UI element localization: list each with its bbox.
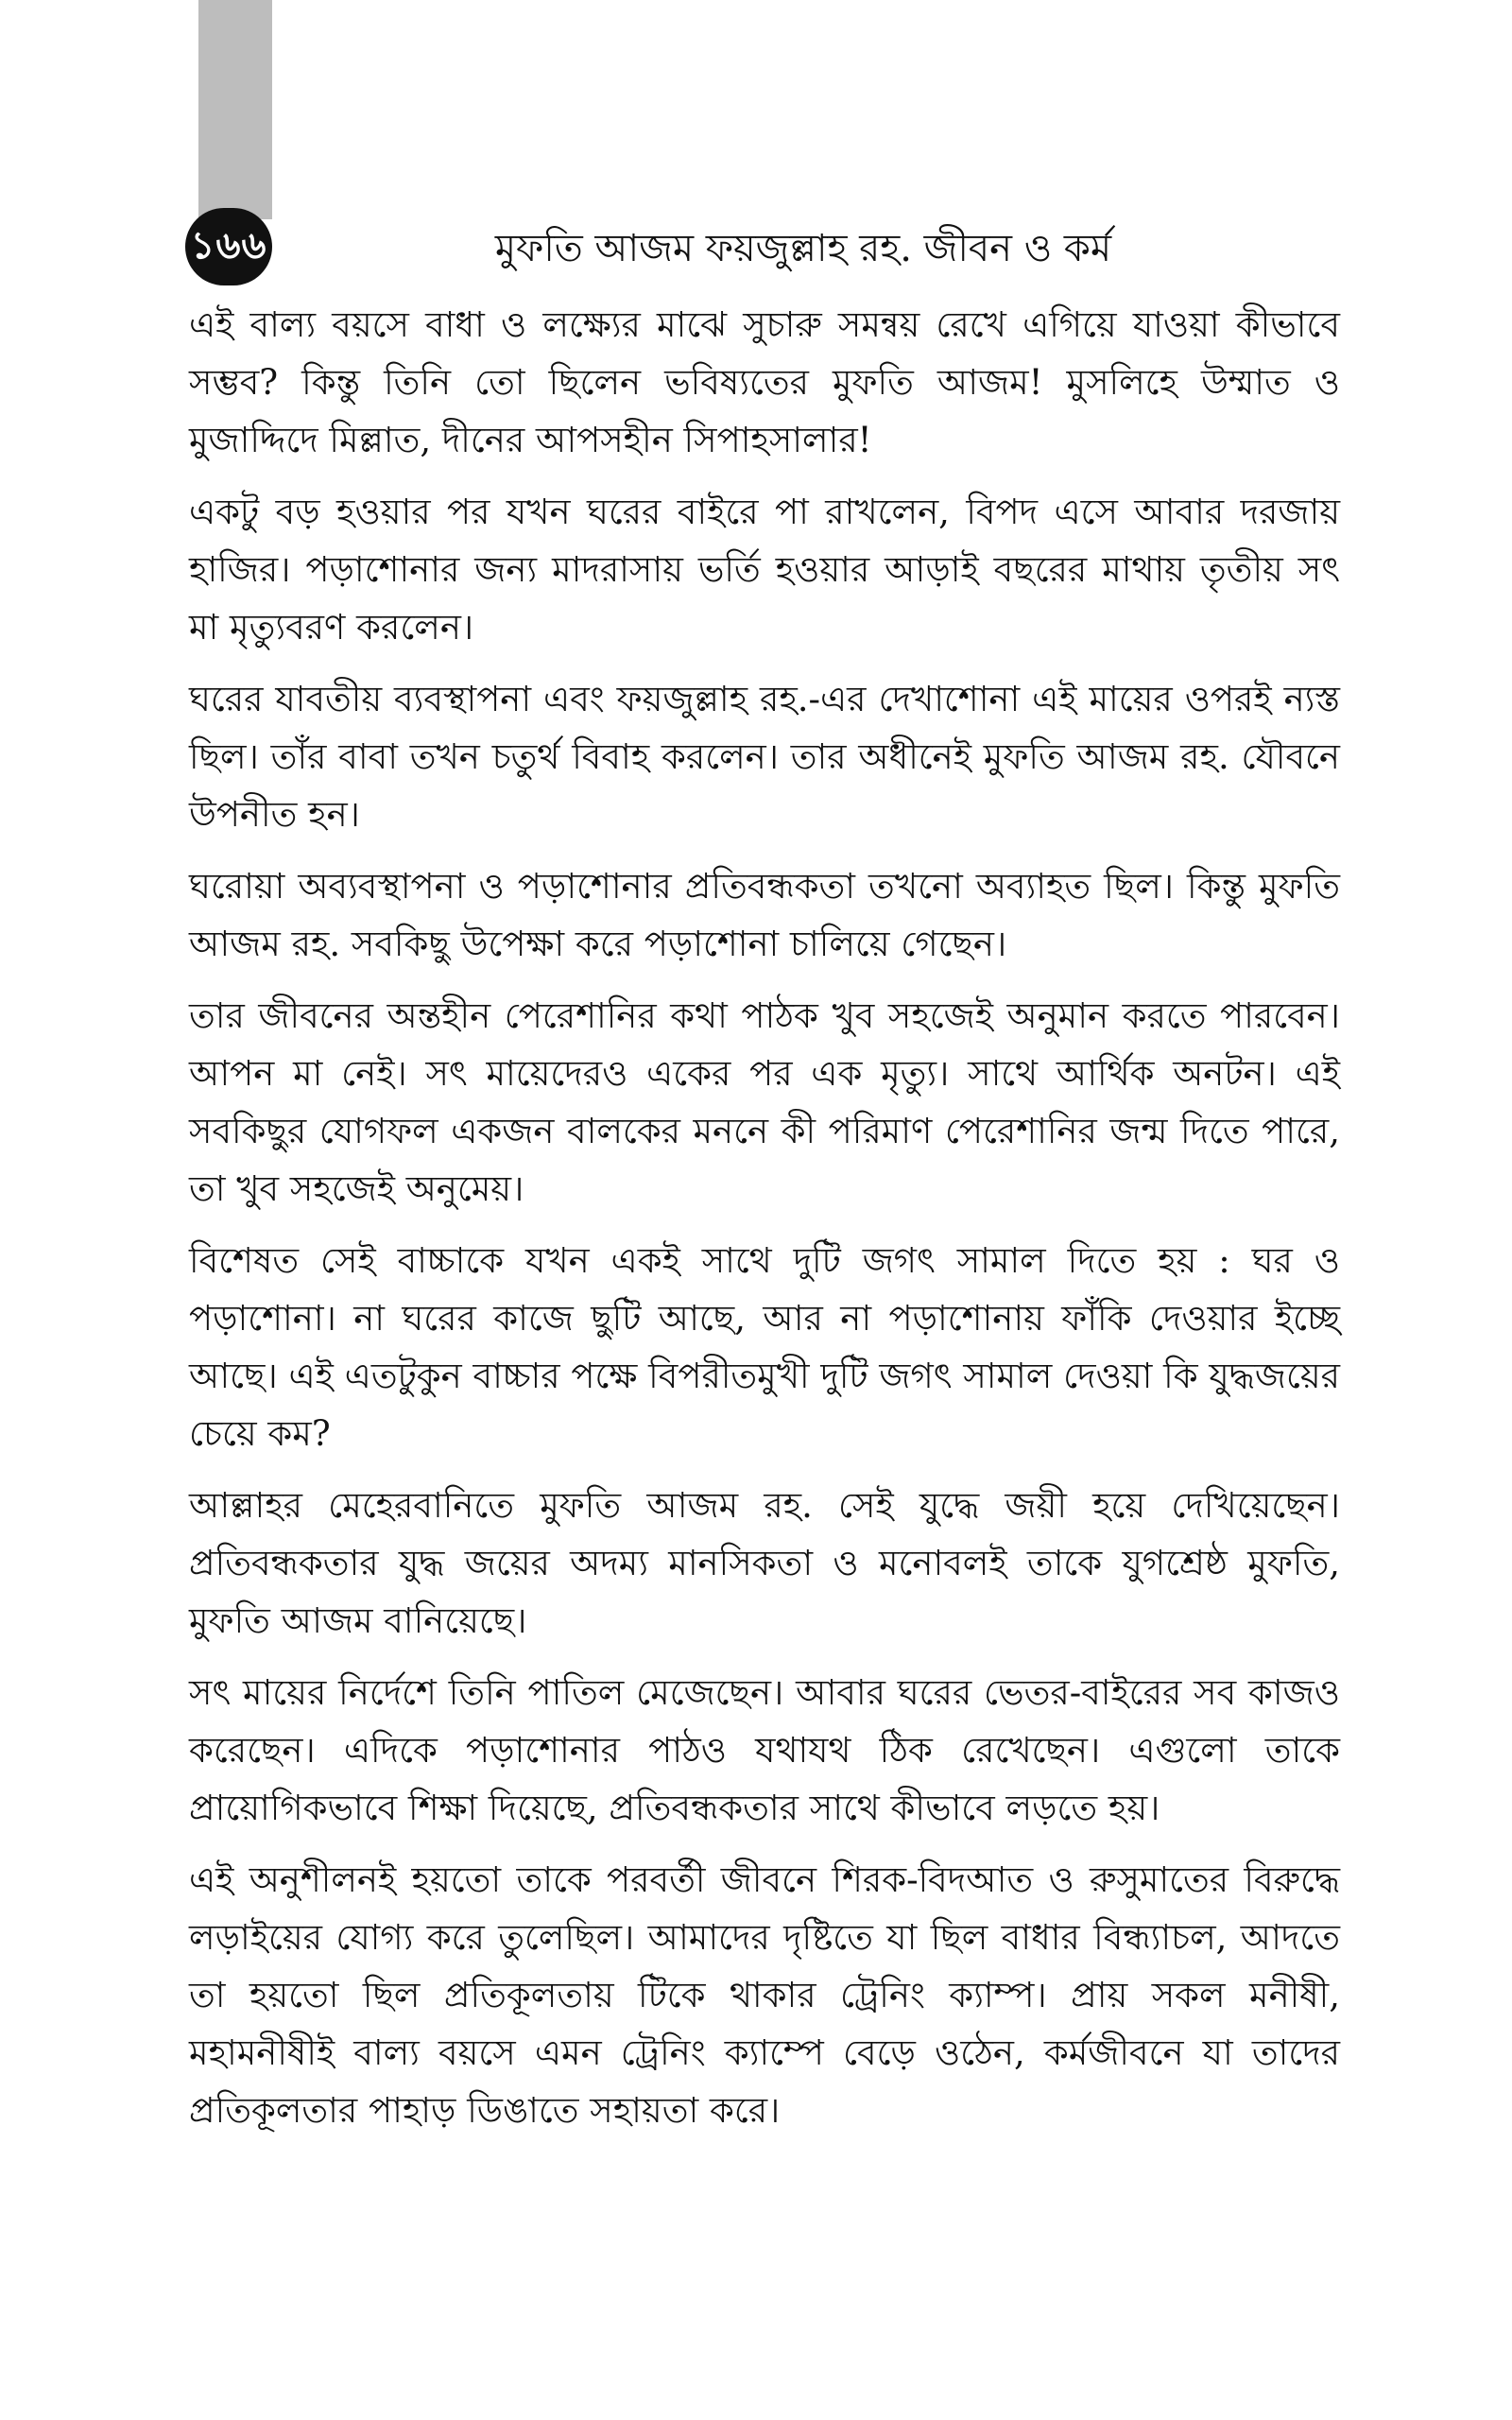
running-header: মুফতি আজম ফয়জুল্লাহ রহ. জীবন ও কর্ম	[494, 227, 1112, 270]
paragraph: ঘরের যাবতীয় ব্যবস্থাপনা এবং ফয়জুল্লাহ রহ.-এর দেখাশোনা এই মায়ের ওপরই ন্যস্ত ছিল। তাঁর বাবা তখন চতুর্থ বিবাহ করলেন। তার অধীনেই মুফতি আজম রহ. যৌবনে উপনীত হন।	[189, 679, 1340, 835]
paragraph: বিশেষত সেই বাচ্চাকে যখন একই সাথে দুটি জগৎ সামাল দিতে হয় : ঘর ও পড়াশোনা। না ঘরের কাজে ছুটি আছে, আর না পড়াশোনায় ফাঁকি দেওয়ার ইচ্ছে আছে। এই এতটুকুন বাচ্চার পক্ষে বিপরীতমুখী দুটি জগৎ সামাল দেওয়া কি যুদ্ধজয়ের চেয়ে কম?	[189, 1240, 1340, 1454]
paragraph: তার জীবনের অন্তহীন পেরেশানির কথা পাঠক খুব সহজেই অনুমান করতে পারবেন। আপন মা নেই। সৎ মায়েদেরও একের পর এক মৃত্যু। সাথে আর্থিক অনটন। এই সবকিছুর যোগফল একজন বালকের মননে কী পরিমাণ পেরেশানির জন্ম দিতে পারে, তা খুব সহজেই অনুমেয়।	[189, 995, 1340, 1209]
body-text	[189, 296, 1340, 2153]
paragraph: এই অনুশীলনই হয়তো তাকে পরবর্তী জীবনে শিরক-বিদআত ও রুসুমাতের বিরুদ্ধে লড়াইয়ের যোগ্য করে তুলেছিল। আমাদের দৃষ্টিতে যা ছিল বাধার বিন্ধ্যাচল, আদতে তা হয়তো ছিল প্রতিকূলতায় টিকে থাকার ট্রেনিং ক্যাম্প। প্রায় সকল মনীষী, মহামনীষীই বাল্য বয়সে এমন ট্রেনিং ক্যাম্পে বেড়ে ওঠেন, কর্মজীবনে যা তাদের প্রতিকূলতার পাহাড় ডিঙাতে সহায়তা করে।	[189, 1859, 1340, 2131]
page-number-badge	[185, 208, 272, 285]
paragraph: ঘরোয়া অব্যবস্থাপনা ও পড়াশোনার প্রতিবন্ধকতা তখনো অব্যাহত ছিল। কিন্তু মুফতি আজম রহ. সবকিছু উপেক্ষা করে পড়াশোনা চালিয়ে গেছেন।	[189, 866, 1340, 964]
paragraph: সৎ মায়ের নির্দেশে তিনি পাতিল মেজেছেন। আবার ঘরের ভেতর-বাইরের সব কাজও করেছেন। এদিকে পড়াশোনার পাঠও যথাযথ ঠিক রেখেছেন। এগুলো তাকে প্রায়োগিকভাবে শিক্ষা দিয়েছে, প্রতিবন্ধকতার সাথে কীভাবে লড়তে হয়।	[189, 1672, 1340, 1828]
paragraph: আল্লাহর মেহেরবানিতে মুফতি আজম রহ. সেই যুদ্ধে জয়ী হয়ে দেখিয়েছেন। প্রতিবন্ধকতার যুদ্ধ জয়ের অদম্য মানসিকতা ও মনোবলই তাকে যুগশ্রেষ্ঠ মুফতি, মুফতি আজম বানিয়েছে।	[189, 1485, 1340, 1641]
paragraph: এই বাল্য বয়সে বাধা ও লক্ষ্যের মাঝে সুচারু সমন্বয় রেখে এগিয়ে যাওয়া কীভাবে সম্ভব? কিন্তু তিনি তো ছিলেন ভবিষ্যতের মুফতি আজম! মুসলিহে উম্মাত ও মুজাদ্দিদে মিল্লাত, দীনের আপসহীন সিপাহসালার!	[189, 304, 1340, 460]
paragraph: একটু বড় হওয়ার পর যখন ঘরের বাইরে পা রাখলেন, বিপদ এসে আবার দরজায় হাজির। পড়াশোনার জন্য মাদরাসায় ভর্তি হওয়ার আড়াই বছরের মাথায় তৃতীয় সৎ মা মৃত্যুবরণ করলেন।	[189, 492, 1340, 648]
page-number: ১৬৬	[190, 222, 267, 268]
page-edge-tab	[198, 0, 272, 219]
